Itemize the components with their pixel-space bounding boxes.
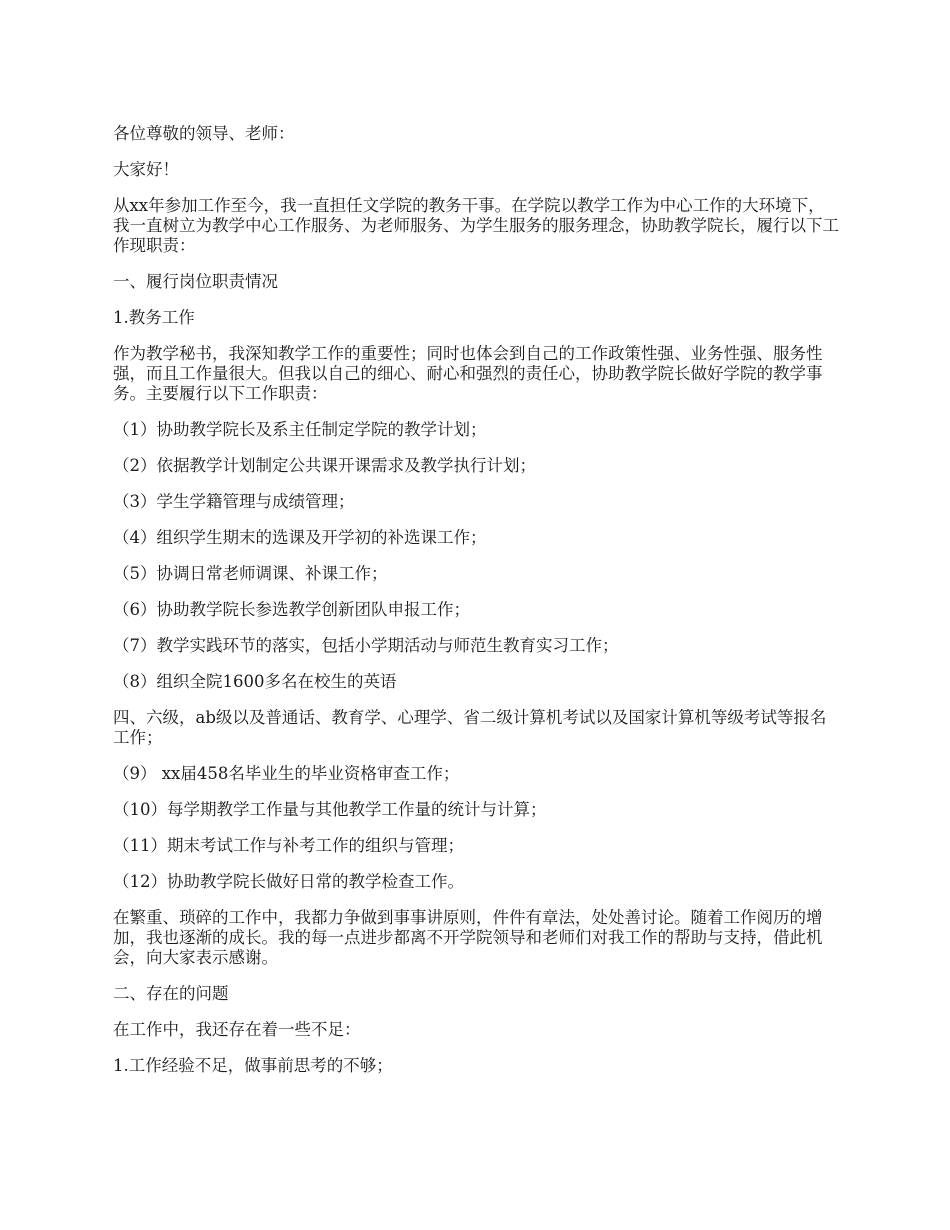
duty-item-continuation: 四、六级，ab级以及普通话、教育学、心理学、省二级计算机考试以及国家计算机等级考试等报名工作； — [113, 708, 827, 747]
duty-item: （11）期末考试工作与补考工作的组织与管理； — [113, 836, 464, 855]
section-heading-problems: 二、存在的问题 — [113, 984, 229, 1003]
subsection-heading-academic-affairs: 1.教务工作 — [113, 308, 195, 327]
duty-item: （5）协调日常老师调课、补课工作； — [113, 564, 388, 583]
duty-item: （10）每学期教学工作量与其他教学工作量的统计与计算； — [113, 800, 547, 819]
salutation-line: 大家好！ — [113, 160, 179, 179]
duty-item: （8）组织全院1600多名在校生的英语 — [113, 672, 397, 691]
document-page — [113, 124, 841, 1092]
greeting-line: 各位尊敬的领导、老师： — [113, 124, 295, 143]
duties-intro-paragraph: 作为教学秘书，我深知教学工作的重要性；同时也体会到自己的工作政策性强、业务性强、服务性强，而且工作量很大。但我以自己的细心、耐心和强烈的责任心，协助教学院长做好学院的教学事务。主要履行以下工作职责： — [113, 344, 823, 403]
duty-item: （12）协助教学院长做好日常的教学检查工作。 — [113, 872, 464, 891]
duty-item: （6）协助教学院长参选教学创新团队申报工作； — [113, 600, 470, 619]
problems-intro-line: 在工作中，我还存在着一些不足： — [113, 1020, 361, 1039]
duty-item: （4）组织学生期末的选课及开学初的补选课工作； — [113, 528, 487, 547]
intro-paragraph: 从xx年参加工作至今，我一直担任文学院的教务干事。在学院以教学工作为中心工作的大环境下，我一直树立为教学中心工作服务、为老师服务、为学生服务的服务理念，协助教学院长，履行以下工作现职责： — [113, 196, 839, 255]
duty-item: （7）教学实践环节的落实，包括小学期活动与师范生教育实习工作； — [113, 636, 619, 655]
duty-item: （2）依据教学计划制定公共课开课需求及教学执行计划； — [113, 456, 536, 475]
duty-item: （1）协助教学院长及系主任制定学院的教学计划； — [113, 420, 487, 439]
section-heading-duties: 一、履行岗位职责情况 — [113, 272, 278, 291]
reflection-paragraph: 在繁重、琐碎的工作中，我都力争做到事事讲原则，件件有章法，处处善讨论。随着工作阅历的增加，我也逐渐的成长。我的每一点进步都离不开学院领导和老师们对我工作的帮助与支持，借此机会，向大家表示感谢。 — [113, 908, 823, 967]
problem-item: 1.工作经验不足，做事前思考的不够； — [113, 1056, 393, 1075]
duty-item: （3）学生学籍管理与成绩管理； — [113, 492, 355, 511]
duty-item: （9） xx届458名毕业生的毕业资格审查工作； — [113, 764, 460, 783]
